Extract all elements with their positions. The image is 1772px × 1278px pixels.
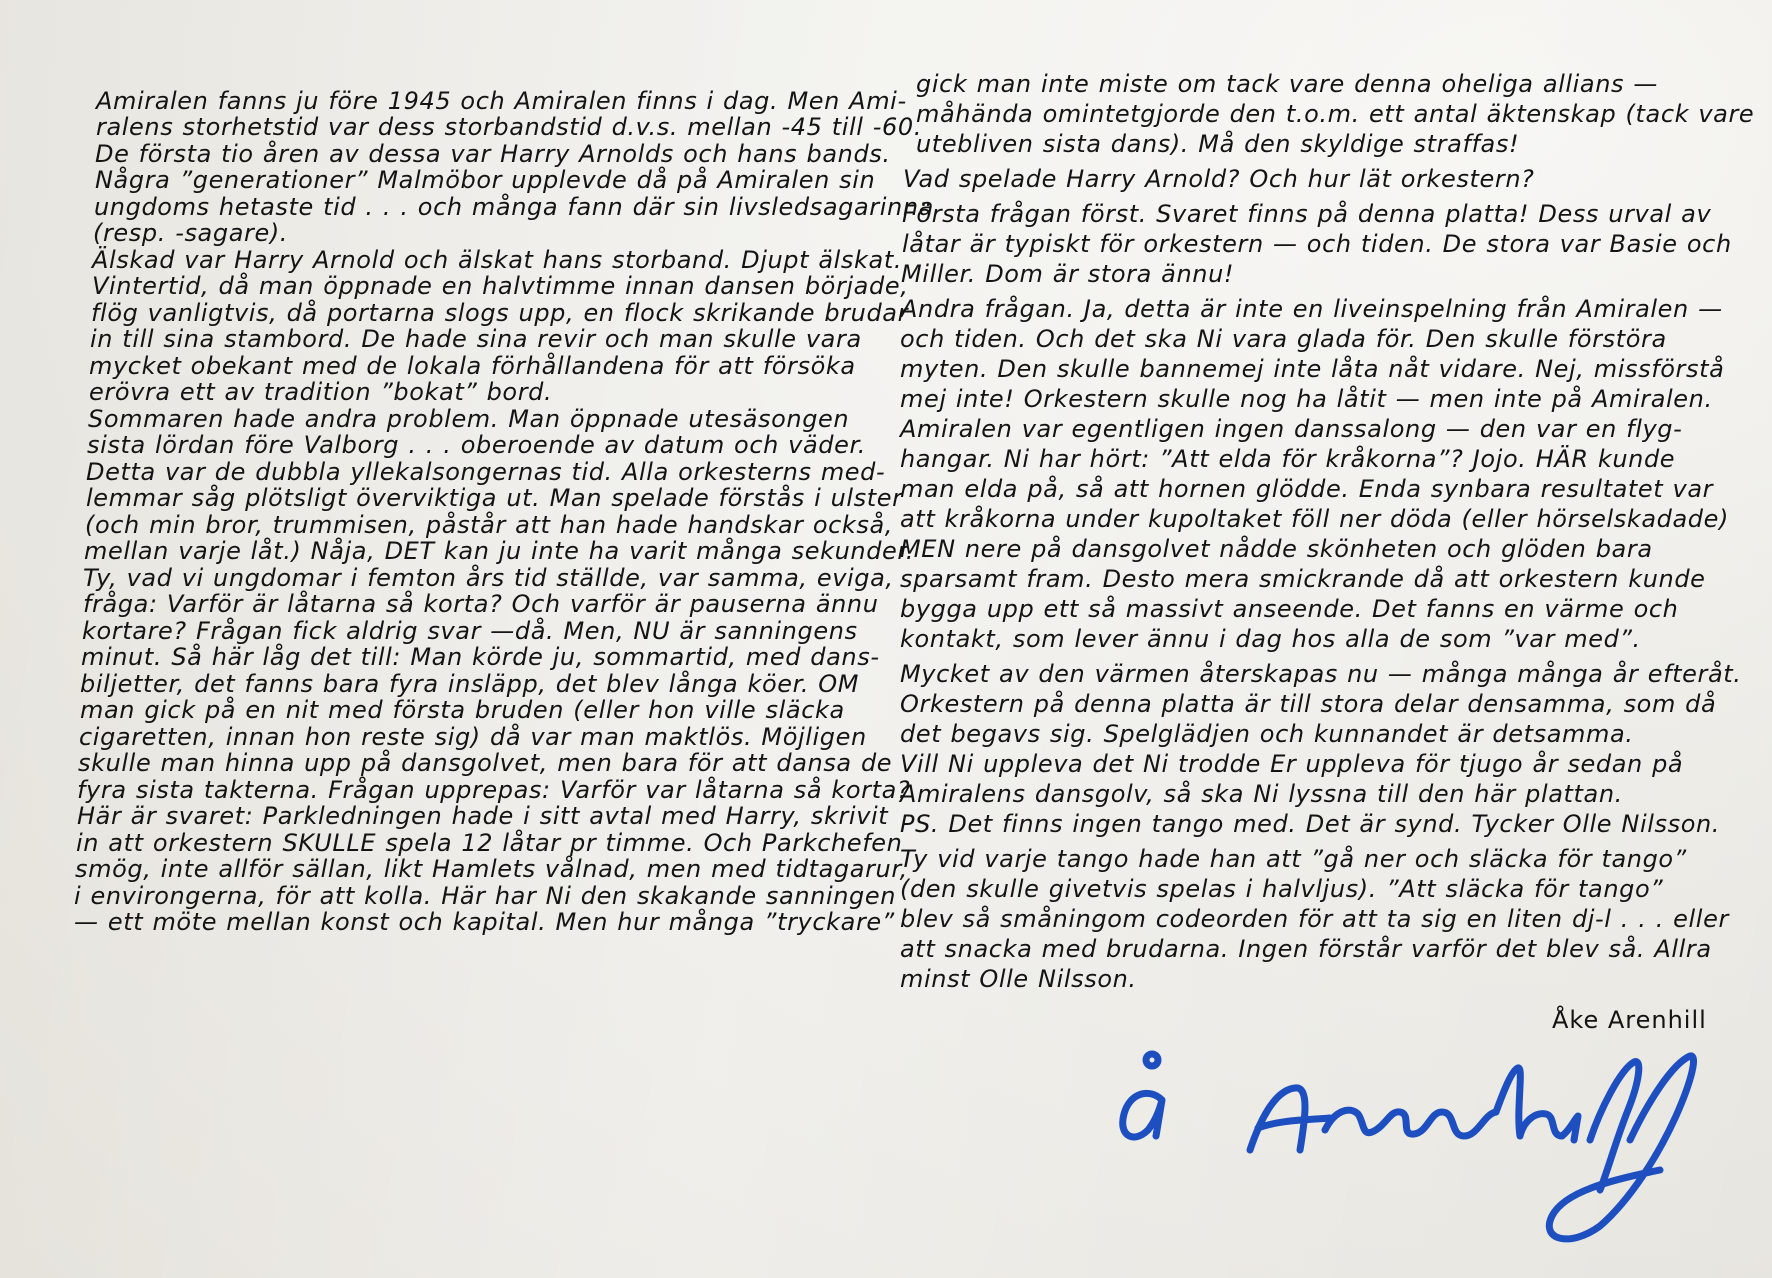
text-line: in att orkestern SKULLE spela 12 låtar pr timme. Och Parkchefen	[76, 829, 903, 857]
text-line: ungdoms hetaste tid . . . och många fann där sin livsledsagarinna	[94, 193, 934, 221]
text-line: Amiralen fanns ju före 1945 och Amiralen finns i dag. Men Ami-	[96, 87, 907, 115]
text-line: man gick på en nit med första bruden (eller hon ville släcka	[80, 696, 845, 724]
text-line: kontakt, som lever ännu i dag hos alla de som ”var med”.	[900, 625, 1641, 653]
text-line: utebliven sista dans). Må den skyldige straffas!	[916, 130, 1520, 158]
text-line: cigaretten, innan hon reste sig) då var man maktlös. Möjligen	[79, 723, 867, 751]
text-line: Vintertid, då man öppnade en halvtimme innan dansen började,	[92, 272, 909, 300]
text-line: (och min bror, trummisen, påstår att han hade handskar också,	[85, 511, 894, 539]
text-line: Ty vid varje tango hade han att ”gå ner och släcka för tango”	[900, 845, 1687, 873]
text-line: måhända omintetgjorde den t.o.m. ett antal äktenskap (tack vare	[916, 100, 1755, 128]
text-line: Sommaren hade andra problem. Man öppnade utesäsongen	[88, 405, 850, 433]
text-line: sista lördan före Valborg . . . oberoende av datum och väder.	[87, 431, 866, 459]
text-line: låtar är typiskt för orkestern — och tiden. De stora var Basie och	[902, 230, 1732, 258]
text-line: fyra sista takterna. Frågan upprepas: Varför var låtarna så korta?	[77, 776, 911, 804]
text-line: Första frågan först. Svaret finns på denna platta! Dess urval av	[902, 200, 1712, 228]
text-line: flög vanligtvis, då portarna slogs upp, en flock skrikande brudar	[91, 299, 909, 327]
text-line: Amiralens dansgolv, så ska Ni lyssna till den här plattan.	[900, 780, 1623, 808]
text-line: kortare? Frågan fick aldrig svar —då. Men, NU är sanningens	[82, 617, 858, 645]
text-line: blev så småningom codeorden för att ta sig en liten dj-l . . . eller	[900, 905, 1729, 933]
text-line: fråga: Varför är låtarna så korta? Och varför är pauserna ännu	[83, 590, 879, 618]
text-line: biljetter, det fanns bara fyra insläpp, det blev långa köer. OM	[80, 670, 860, 698]
text-line: att snacka med brudarna. Ingen förstår varför det blev så. Allra	[900, 935, 1712, 963]
text-line: Amiralen var egentligen ingen danssalong — den var en flyg-	[900, 415, 1683, 443]
text-line: MEN nere på dansgolvet nådde skönheten och glöden bara	[900, 535, 1653, 563]
text-line: minst Olle Nilsson.	[900, 965, 1137, 993]
text-line: Detta var de dubbla yllekalsongernas tid. Alla orkesterns med-	[86, 458, 886, 486]
text-line: Älskad var Harry Arnold och älskat hans storband. Djupt älskat.	[92, 246, 903, 274]
text-line: Andra frågan. Ja, detta är inte en liveinspelning från Amiralen —	[901, 295, 1723, 323]
text-line: att kråkorna under kupoltaket föll ner döda (eller hörselskadade)	[900, 505, 1729, 533]
text-line: Några ”generationer” Malmöbor upplevde då på Amiralen sin	[95, 166, 876, 194]
text-line: Ty, vad vi ungdomar i femton års tid ställde, var samma, eviga,	[83, 564, 894, 592]
text-line: ralens storhetstid var dess storbandstid d.v.s. mellan -45 till -60.	[96, 113, 923, 141]
text-line: smög, inte allför sällan, likt Hamlets vålnad, men med tidtagarur,	[75, 855, 908, 883]
text-line: mellan varje låt.) Nåja, DET kan ju inte ha varit många sekunder.	[84, 537, 914, 565]
text-line: skulle man hinna upp på dansgolvet, men bara för att dansa de	[78, 749, 893, 777]
text-line: mycket obekant med de lokala förhållandena för att försöka	[89, 352, 856, 380]
handwritten-signature	[1100, 1040, 1720, 1260]
text-line: Orkestern på denna platta är till stora delar densamma, som då	[900, 690, 1717, 718]
text-line: lemmar såg plötsligt överviktiga ut. Man spelade förstås i ulster	[86, 484, 903, 512]
text-line: man elda på, så att hornen glödde. Enda synbara resultatet var	[900, 475, 1714, 503]
text-line: in till sina stambord. De hade sina revir och man skulle vara	[90, 325, 862, 353]
text-line: sparsamt fram. Desto mera smickrande då att orkestern kunde	[900, 565, 1706, 593]
text-line: PS. Det finns ingen tango med. Det är synd. Tycker Olle Nilsson.	[900, 810, 1721, 838]
text-line: minut. Så här låg det till: Man körde ju, sommartid, med dans-	[81, 643, 880, 671]
text-line: i environgerna, för att kolla. Här har Ni den skakande sanningen	[74, 882, 897, 910]
text-line: gick man inte miste om tack vare denna oheliga allians —	[916, 70, 1658, 98]
text-line: det begavs sig. Spelglädjen och kunnandet är detsamma.	[900, 720, 1634, 748]
text-line: bygga upp ett så massivt anseende. Det fanns en värme och	[900, 595, 1679, 623]
text-line: hangar. Ni har hört: ”Att elda för kråkorna”? Jojo. HÄR kunde	[900, 445, 1676, 473]
text-line: Mycket av den värmen återskapas nu — många många år efteråt.	[900, 660, 1742, 688]
text-line: (den skulle givetvis spelas i halvljus). ”Att släcka för tango”	[900, 875, 1664, 903]
text-line: och tiden. Och det ska Ni vara glada för. Den skulle förstöra	[900, 325, 1667, 353]
text-line: — ett möte mellan konst och kapital. Men hur många ”tryckare”	[74, 908, 895, 936]
text-line: Vill Ni uppleva det Ni trodde Er uppleva för tjugo år sedan på	[900, 750, 1684, 778]
text-line: Miller. Dom är stora ännu!	[901, 260, 1235, 288]
text-line: Vad spelade Harry Arnold? Och hur lät orkestern?	[903, 165, 1535, 193]
text-line: erövra ett av tradition ”bokat” bord.	[89, 378, 553, 406]
text-line: Här är svaret: Parkledningen hade i sitt avtal med Harry, skrivit	[77, 802, 889, 830]
text-line: mej inte! Orkestern skulle nog ha låtit — men inte på Amiralen.	[900, 385, 1713, 413]
text-line: (resp. -sagare).	[93, 219, 289, 247]
author-name: Åke Arenhill	[1552, 1006, 1707, 1034]
text-line: De första tio åren av dessa var Harry Arnolds och hans bands.	[95, 140, 891, 168]
text-line: myten. Den skulle bannemej inte låta nåt vidare. Nej, missförstå	[900, 355, 1725, 383]
